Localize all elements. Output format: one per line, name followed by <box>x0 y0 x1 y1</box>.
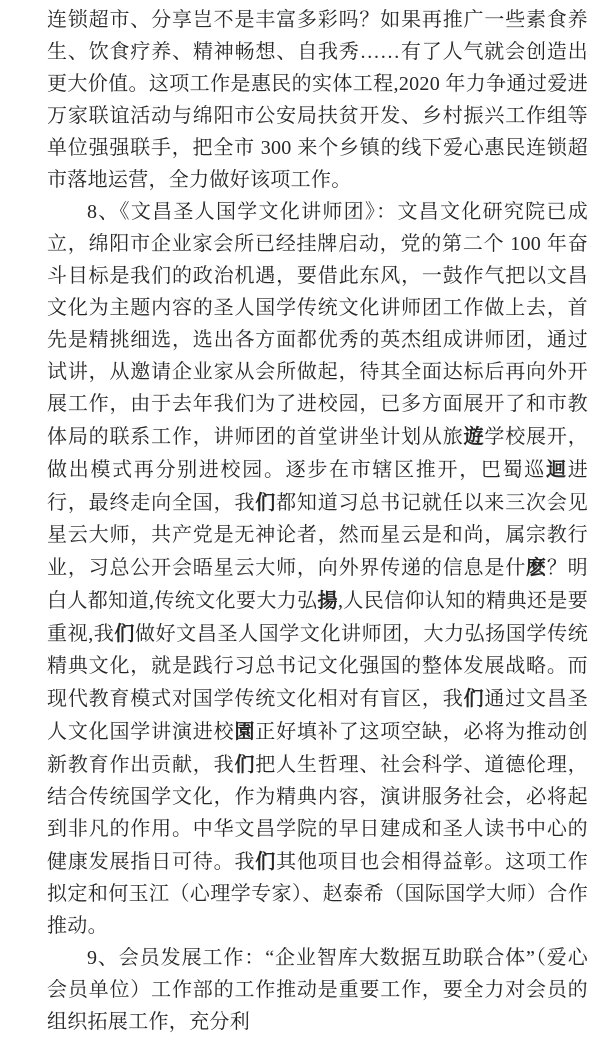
paragraph <box>47 196 588 942</box>
text-run: ？明白人都知道,传统文化要大力弘 <box>47 557 588 612</box>
text-run: 学校展开，做出模式再分别进校园。逐步在市辖区推开，巴蜀巡 <box>47 426 589 481</box>
paragraph <box>47 4 588 196</box>
text-run: 们 <box>463 686 485 710</box>
text-run: 遊 <box>463 424 485 448</box>
text-run: 9、会员发展工作：“企业智库大数据互助联合体”（爱心会员单位）工作部的工作推动是重要工作，要全力对会员的组织拓展工作，充分利 <box>47 947 588 1033</box>
text-run: 正好填补了这项空缺，必将为推动创新教育作出贡献，我 <box>47 721 588 776</box>
text-run: 们 <box>255 849 277 873</box>
text-run: 把人生哲理、社会科学、道德伦理，结合传统国学文化，作为精典内容，演讲服务社会，必将起到非凡的作用。中华文昌学院的早日建成和圣人读书中心的健康发展指日可待。我 <box>47 754 588 873</box>
text-run: 8、《文昌圣人国学文化讲师团》：文昌文化研究院已成立，绵阳市企业家会所已经挂牌启动，党的第二个 100 年奋斗目标是我们的政治机遇，要借此东风，一鼓作气把以文昌文化为主题内容的圣人国学传统文化讲师团工作做上去，首先是精挑细选，选出各方面都优秀的英杰组成讲师团，通过试讲，从邀请企业家从会所做起，待其全面达标后再向外开展工作，由于去年我们为了进校园，已多方面展开了和市教体局的联系工作，讲师团的首堂讲坐计划从旅 <box>47 201 588 448</box>
text-run: 都知道习总书记就任以来三次会见星云大师，共产党是无神论者，然而星云是和尚，属宗教行业，习总公开会晤星云大师，向外界传递的信息是什 <box>47 492 588 579</box>
text-run: 进行，最终走向全国，我 <box>47 459 588 514</box>
text-run: 揚 <box>317 588 338 612</box>
text-run: 们 <box>114 621 136 645</box>
document-body <box>47 4 588 1038</box>
text-run: 连锁超市、分享岂不是丰富多彩吗？如果再推广一些素食养生、饮食疗养、精神畅想、自我秀……有了人气就会创造出更大价值。这项工作是惠民的实体工程,2020 年力争通过爱进万家联谊活动与绵阳市公安局扶贫开发、乡村振兴工作组等单位强强联手，把全市 300 来个乡镇的线下爱心惠民连锁超市落地运营，全力做好该项工作。 <box>47 9 588 191</box>
text-run: 園 <box>234 719 256 743</box>
text-run: 们 <box>255 490 277 514</box>
text-run: 通过文昌圣人文化国学讲演进校 <box>47 688 589 743</box>
text-run: 迴 <box>545 457 568 481</box>
text-run: 其他项目也会相得益彰。这项工作拟定和何玉江（心理学专家）、赵泰希（国际国学大师）合作推动。 <box>47 851 588 937</box>
text-run: 做好文昌圣人国学文化讲师团，大力弘扬国学传统精典文化，就是践行习总书记文化强国的整体发展战略。而现代教育模式对国学传统文化相对有盲区，我 <box>47 623 588 710</box>
text-run: ,人民信仰认知的精典还是要重视,我 <box>47 590 588 645</box>
paragraph <box>47 942 588 1038</box>
text-run: 们 <box>234 752 256 776</box>
text-run: 麽 <box>526 555 547 579</box>
